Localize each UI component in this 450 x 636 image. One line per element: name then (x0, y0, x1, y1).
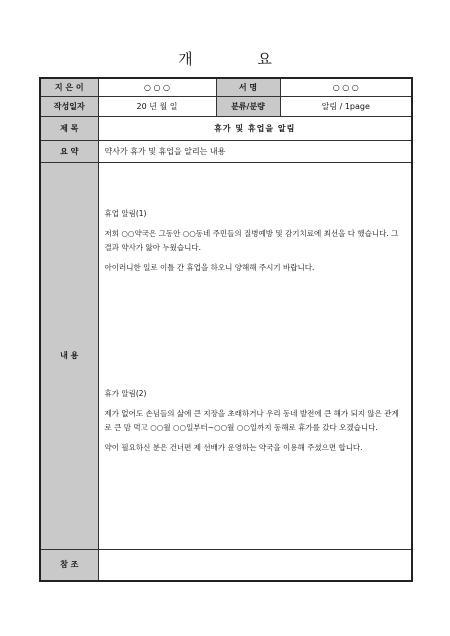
subject-value[interactable]: 휴가 및 휴업을 알림 (98, 116, 412, 140)
author-value[interactable]: ○ ○ ○ (98, 78, 216, 96)
sign-label: 서 명 (216, 78, 280, 96)
reference-row (40, 549, 412, 581)
reference-label: 참 조 (40, 549, 98, 581)
content-row (40, 162, 412, 549)
sign-value[interactable]: ○ ○ ○ (280, 78, 412, 96)
content-label: 내 용 (40, 162, 98, 549)
author-row (40, 78, 412, 96)
content-body[interactable] (98, 162, 412, 549)
notice1-paragraph-1: 저희 ○○약국은 그동안 ○○동네 주민들의 질병예방 및 감기치료에 최선을 다 했습니다. 그 결과 약사가 앓아 누웠습니다. (104, 228, 399, 252)
category-value[interactable]: 알림 / 1page (280, 96, 412, 116)
author-label: 지 은 이 (40, 78, 98, 96)
notice2-title: 휴가 알림(2) (104, 388, 147, 398)
notice1-title: 휴업 알림(1) (104, 208, 147, 218)
summary-row (40, 140, 412, 162)
subject-row (40, 116, 412, 140)
summary-label: 요 약 (40, 140, 98, 162)
date-label: 작성일자 (40, 96, 98, 116)
date-value[interactable]: 20 년 월 일 (98, 96, 216, 116)
summary-form-table (39, 77, 413, 582)
notice2-paragraph-2: 약이 필요하신 분은 건너편 제 선배가 운영하는 약국을 이용해 주셨으면 합니다. (104, 442, 363, 452)
document-title: 개 요 (178, 50, 302, 68)
date-row (40, 96, 412, 116)
summary-value[interactable]: 약사가 휴가 및 휴업을 알리는 내용 (98, 140, 412, 162)
reference-value[interactable] (98, 549, 412, 581)
notice1-paragraph-2: 아이러니한 일로 이틀 간 휴업을 하오니 양해해 주시기 바랍니다. (104, 262, 315, 272)
notice2-paragraph-1: 제가 없어도 손님들의 삶에 큰 지장을 초래하거나 우리 동네 발전에 큰 해가 되지 않은 관계로 큰 맘 먹고 ○○월 ○○일부터~○○월 ○○일까지 동해로 휴가를 갔다 오겠습니다. (104, 408, 399, 432)
subject-label: 제 목 (40, 116, 98, 140)
category-label: 분류/분량 (216, 96, 280, 116)
